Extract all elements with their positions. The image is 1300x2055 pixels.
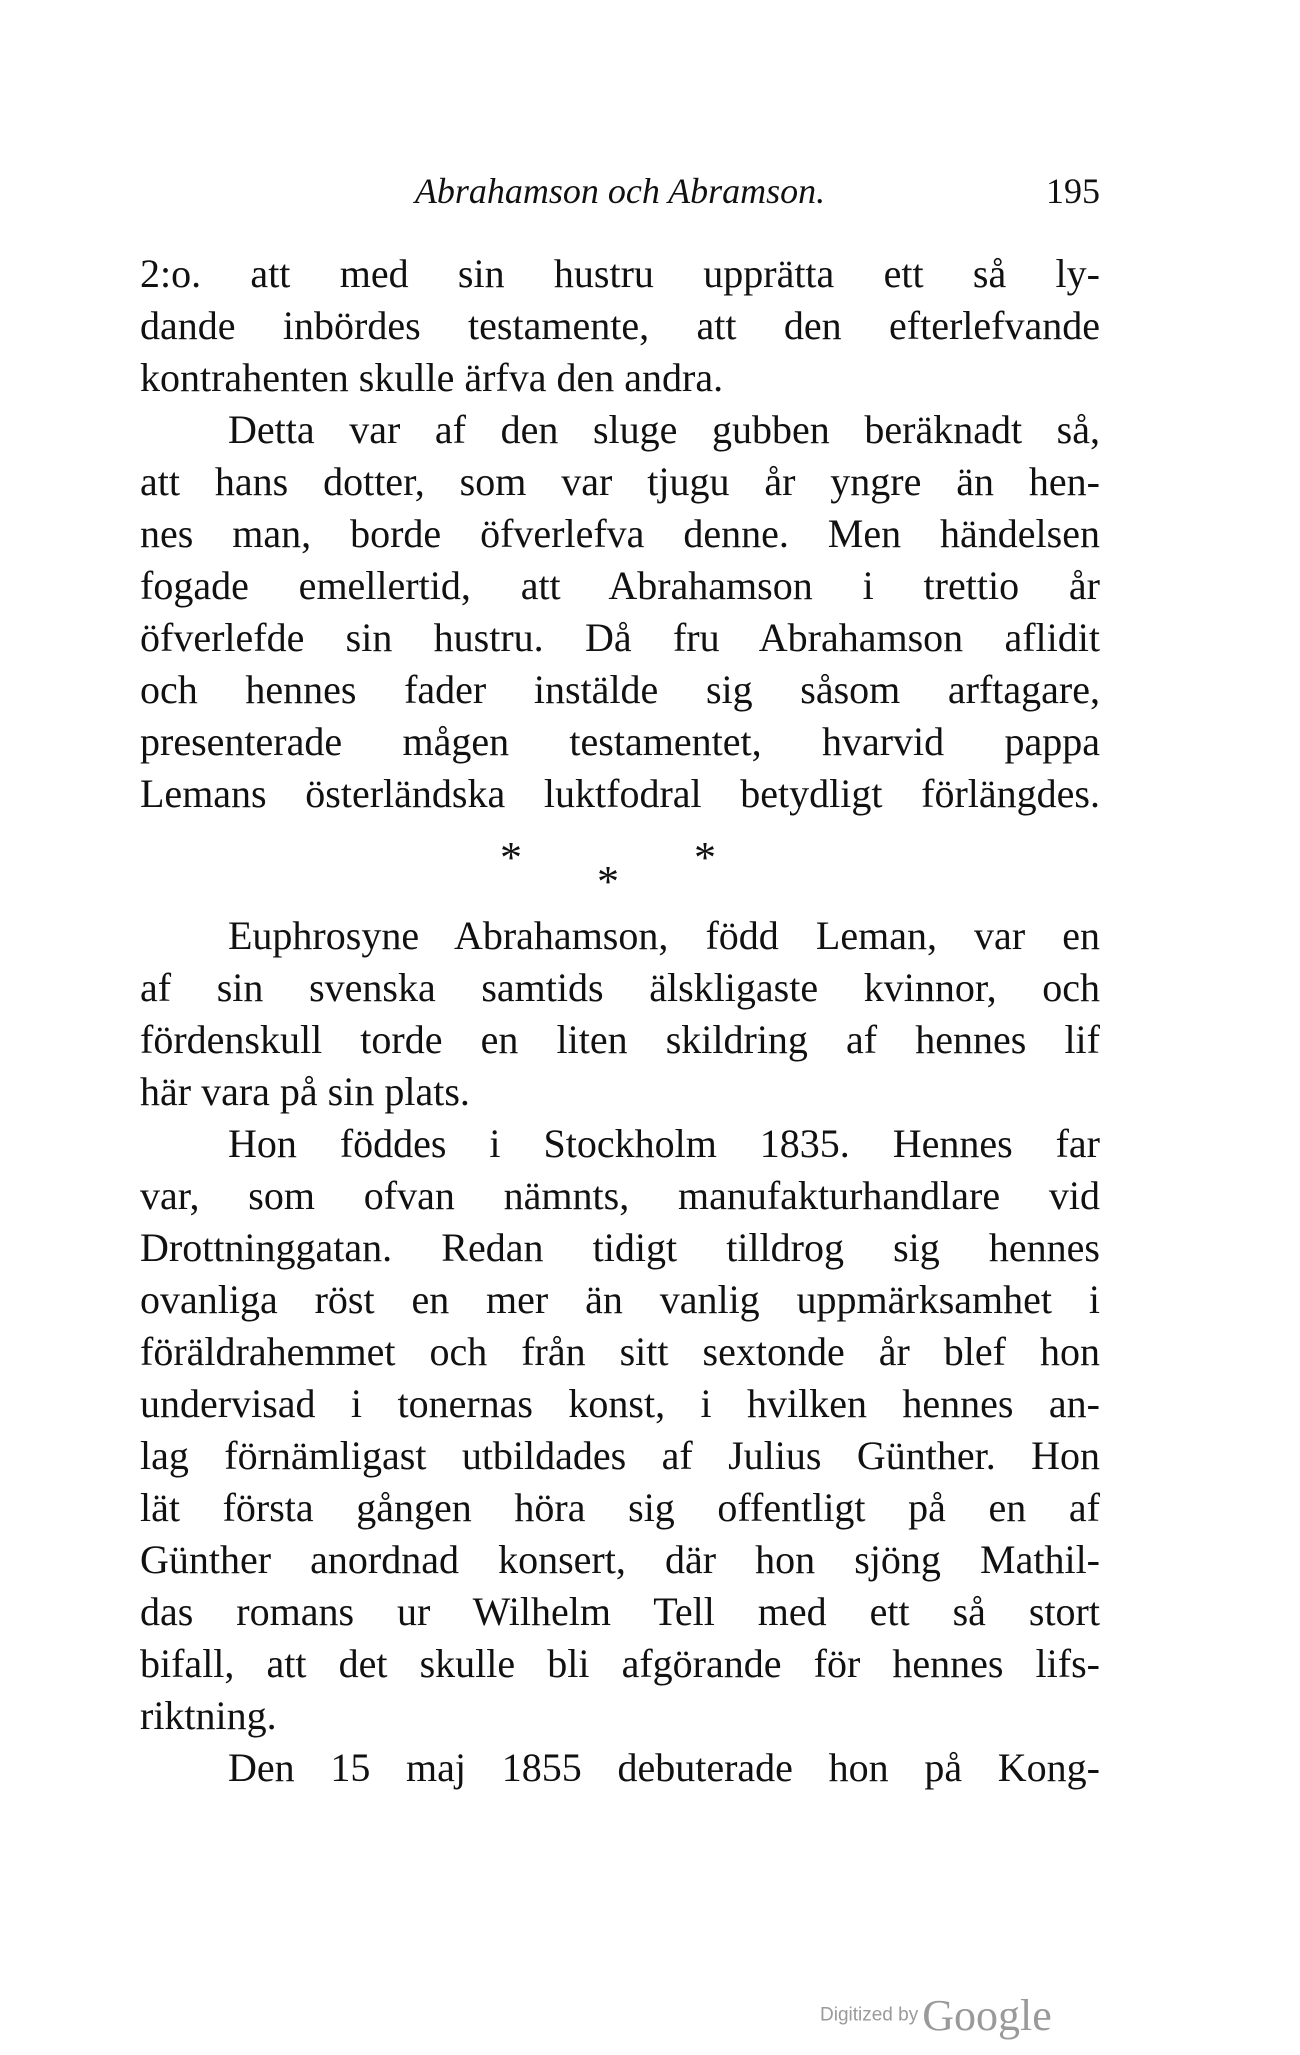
text-line: Lemans österländska luktfodral betydligt förlängdes. — [140, 771, 1100, 816]
page-number: 195 — [1046, 171, 1100, 211]
text-line: ovanliga röst en mer än vanlig uppmärksamhet i — [140, 1277, 1100, 1322]
asterism-star-right: * — [694, 833, 716, 882]
text-line: lät första gången höra sig offentligt på en af — [140, 1485, 1100, 1530]
text-line: af sin svenska samtids älskligaste kvinnor, och — [140, 965, 1100, 1010]
text-line: öfverlefde sin hustru. Då fru Abrahamson aflidit — [140, 615, 1100, 660]
google-logo: Google — [922, 1991, 1052, 2040]
watermark-prefix: Digitized by — [820, 2004, 919, 2026]
text-line: presenterade mågen testamentet, hvarvid pappa — [140, 719, 1100, 764]
text-line: kontrahenten skulle ärfva den andra. — [140, 355, 724, 400]
text-line: undervisad i tonernas konst, i hvilken hennes an- — [140, 1381, 1100, 1426]
text-line: här vara på sin plats. — [140, 1069, 470, 1114]
text-line: lag förnämligast utbildades af Julius Günther. Hon — [140, 1433, 1100, 1478]
text-line: dande inbördes testamente, att den efterlefvande — [140, 303, 1100, 348]
text-line: att hans dotter, som var tjugu år yngre än hen- — [140, 459, 1100, 504]
page-header — [140, 166, 1100, 216]
text-line: Drottninggatan. Redan tidigt tilldrog sig hennes — [140, 1225, 1100, 1270]
asterism-star-left: * — [500, 833, 522, 882]
text-line: Hon föddes i Stockholm 1835. Hennes far — [228, 1121, 1100, 1166]
text-line: och hennes fader instälde sig såsom arftagare, — [140, 667, 1100, 712]
text-line: bifall, att det skulle bli afgörande för hennes lifs- — [140, 1641, 1100, 1686]
text-line: riktning. — [140, 1693, 277, 1738]
running-title: Abrahamson och Abramson. — [414, 171, 826, 211]
text-line: Günther anordnad konsert, där hon sjöng Mathil- — [140, 1537, 1100, 1582]
text-line: föräldrahemmet och från sitt sextonde år blef hon — [140, 1329, 1100, 1374]
section-asterism — [140, 822, 1100, 906]
text-line: fogade emellertid, att Abrahamson i trettio år — [140, 563, 1100, 608]
digitized-by-google-watermark — [820, 1990, 1052, 2040]
text-line: das romans ur Wilhelm Tell med ett så stort — [140, 1589, 1100, 1634]
text-line: fördenskull torde en liten skildring af hennes lif — [140, 1017, 1100, 1062]
text-line: Euphrosyne Abrahamson, född Leman, var en — [228, 913, 1100, 958]
text-line: Detta var af den sluge gubben beräknadt så, — [228, 407, 1100, 452]
text-line: var, som ofvan nämnts, manufakturhandlare vid — [140, 1173, 1100, 1218]
text-line: nes man, borde öfverlefva denne. Men händelsen — [140, 511, 1100, 556]
text-line: Den 15 maj 1855 debuterade hon på Kong- — [228, 1745, 1100, 1790]
text-line: 2:o. att med sin hustru upprätta ett så ly- — [140, 251, 1100, 296]
asterism-star-center: * — [597, 857, 619, 906]
